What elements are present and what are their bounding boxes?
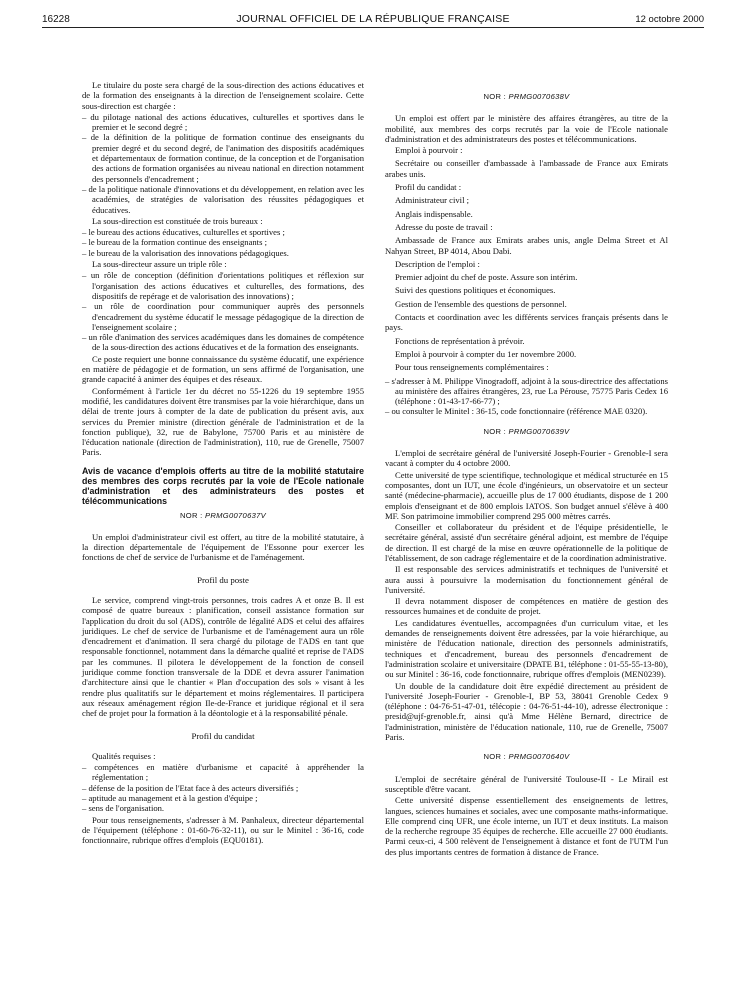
list-item: – sens de l'organisation. [82, 803, 364, 813]
paragraph: Conseiller et collaborateur du président et de l'équipe présidentielle, le secrétaire général, assisté d'un secrétaire général adjoint, est membre de l'équipe de direction. Il est chargé de la mise en œuvre opérationnelle de la politique de l'établissement, de son cadrage réglementaire et de la coordination administrative. [385, 522, 668, 563]
list-item: – un rôle de coordination pour communiquer auprès des personnels d'encadrement du système éducatif le message pédagogique de la direction de l'enseignement scolaire ; [82, 301, 364, 332]
left-column [82, 80, 364, 847]
detail-line: Emploi à pourvoir à compter du 1er novembre 2000. [395, 348, 577, 359]
right-column [385, 92, 668, 858]
page-number: 16228 [42, 14, 70, 25]
paragraph: La sous-direction est constituée de trois bureaux : [92, 215, 263, 226]
paragraph: Un emploi est offert par le ministère des affaires étrangères, au titre de la mobilité, aux membres des corps recrutés par la voie de l'Ecole nationale d'administration et des administrateurs des postes et télécommunications. [385, 113, 668, 144]
section-title: Profil du candidat [191, 730, 255, 741]
paragraph: L'emploi de secrétaire général de l'université Toulouse-II - Le Mirail est susceptible d'être vacant. [385, 773, 668, 794]
detail-line: Adresse du poste de travail : [395, 221, 493, 232]
detail-line: Secrétaire ou conseiller d'ambassade à l'ambassade de France aux Emirats arabes unis. [385, 158, 668, 179]
paragraph: Cette université dispense essentiellement des enseignements de lettres, langues, sciences humaines et sociales, avec une composante maths-informatique. Elle comprend cinq UFR, une école interne, un IUT et deux instituts. La maison de la recherche regroupe 35 équipes de recherche. Elle accueille 27 000 étudiants. Parmi ceux-ci, 4 500 relèvent de l'enseignement à distance et font de l'UTM l'un des plus importants centres de formation à distance de France. [385, 795, 668, 857]
nor-code: PRMG0070640V [508, 752, 570, 762]
paragraph: Les candidatures éventuelles, accompagnées d'un curriculum vitae, et les demandes de renseignements doivent être adressées, par la voie hiérarchique, au ministère de l'éducation nationale, direction des personnels administratifs, techniques et d'encadrement, bureau des personnels d'encadrement de l'administration scolaire et universitaire (DPATE B1, téléphone : 01-55-55-13-80), ou sur Minitel : 36-16, code fonctionnaire, rubrique offres d'emplois (MEN0239). [385, 617, 668, 680]
list-item: – aptitude au management et à la gestion d'équipe ; [82, 793, 364, 803]
nor-reference [82, 511, 364, 521]
paragraph: Un emploi d'administrateur civil est offert, au titre de la mobilité statutaire, à la direction départementale de l'équipement de l'Essonne pour exercer les fonctions de chef de service de l'urbanisme et de l'aménagement. [82, 531, 364, 563]
list [82, 112, 364, 215]
nor-code: PRMG0070638V [508, 92, 570, 101]
list-item: – s'adresser à M. Philippe Vinogradoff, adjoint à la sous-directrice des affectations au ministère des affaires étrangères, 23, rue La Pérouse, 75775 Paris Cedex 16 (téléphone : 01-43-17-66-77) ; [385, 376, 668, 407]
paragraph: Il est responsable des services administratifs et techniques de l'université et aura aussi à poursuivre la modernisation du fonctionnement général de l'université. [385, 564, 668, 595]
detail-line: Pour tous renseignements complémentaires : [395, 362, 549, 373]
list-item: – un rôle de conception (définition d'orientations politiques et réflexion sur l'organisation des actions éducatives et culturelles, des formations, des dispositifs de repérage et de valorisation des innovations) ; [82, 270, 364, 301]
paragraph: La sous-directeur assure un triple rôle : [92, 259, 227, 270]
nor-label: NOR : [483, 752, 509, 762]
detail-line: Anglais indispensable. [395, 208, 473, 219]
journal-title: JOURNAL OFFICIEL DE LA RÉPUBLIQUE FRANÇAISE [236, 13, 510, 25]
paragraph: Qualités requises : [92, 750, 156, 761]
list-item: – compétences en matière d'urbanisme et capacité à appréhender la réglementation ; [82, 762, 364, 783]
paragraph: Le titulaire du poste sera chargé de la sous-direction des actions éducatives et de la formation des enseignants à la direction de l'enseignement scolaire. Cette sous-direction est chargée : [82, 80, 364, 111]
nor-label: NOR : [483, 426, 509, 436]
list-item: – le bureau de la valorisation des innovations pédagogiques. [82, 248, 364, 258]
detail-line: Fonctions de représentation à prévoir. [395, 335, 525, 346]
list-item: – le bureau des actions éducatives, culturelles et sportives ; [82, 227, 364, 237]
paragraph: Il devra notamment disposer de compétences en matière de gestion des ressources humaines et de conduite de projet. [385, 596, 668, 617]
list [82, 227, 364, 258]
nor-reference [385, 752, 668, 762]
detail-line: Ambassade de France aux Emirats arabes unis, angle Delma Street et Al Nahyan Street, BP 4014, Abou Dabi. [385, 235, 668, 256]
list [385, 376, 668, 417]
detail-line: Gestion de l'ensemble des questions de personnel. [395, 298, 567, 309]
list-item: – de la définition de la politique de formation continue des enseignants du premier degré et du second degré, de l'animation des dispositifs académiques et départementaux de formation continue, de la conception et de l'organisation des actions de formation organisées au niveau national en direction notamment des personnels d'encadrement ; [82, 132, 364, 183]
nor-label: NOR : [483, 92, 509, 101]
list-item: – défense de la position de l'Etat face à des acteurs diversifiés ; [82, 783, 364, 793]
list-item: – du pilotage national des actions éducatives, culturelles et sportives dans le premier et le second degré ; [82, 112, 364, 133]
detail-line: Premier adjoint du chef de poste. Assure son intérim. [395, 272, 578, 283]
list [82, 762, 364, 813]
nor-code: PRMG0070639V [508, 426, 570, 436]
job-details [385, 145, 668, 372]
nor-code: PRMG0070637V [205, 510, 267, 520]
paragraph: Cette université de type scientifique, technologique et médical structurée en 15 composantes, dont un IUT, une école d'ingénieurs, un observatoire et un secteur santé (médecine-pharmacie), accueille plus de 17 000 étudiants, dispose de 1 200 emplois d'enseignant et de 800 emplois IATOS. Son budget annuel s'élève à 400 MF. Son patrimoine immobilier comprend 295 000 mètres carrés. [385, 469, 668, 521]
header-rule [42, 27, 704, 28]
list [82, 270, 364, 352]
paragraph: Pour tous renseignements, s'adresser à M. Panhaleux, directeur départemental de l'équipement (téléphone : 01-60-76-32-11), ou sur le Minitel : 36-16, code fonctionnaire, rubrique offres d'emplois (EQU0181). [82, 814, 364, 846]
nor-reference [385, 92, 668, 102]
detail-line: Emploi à pourvoir : [395, 145, 463, 156]
paragraph: Un double de la candidature doit être expédié directement au président de l'université Joseph-Fourier - Grenoble-I, BP 53, 38041 Grenoble Cedex 9 (téléphone : 04-76-51-47-01, télécopie : 04-76-51-44-10), adresse électronique : presid@ujf-grenoble.fr, ainsi qu'à Mme Hélène Bernard, directrice de l'administration, ministère de l'éducation nationale, 110, rue de Grenelle, 75007 Paris. [385, 680, 668, 743]
list-item: – de la politique nationale d'innovations et du développement, en relation avec les académies, de stratégies de valorisation des réussites pédagogiques et éducatives. [82, 184, 364, 215]
nor-reference [385, 427, 668, 437]
paragraph: Ce poste requiert une bonne connaissance du système éducatif, une expérience en matière de pédagogie et de formation, un sens affirmé de l'organisation, une grande capacité à animer des équipes et des réseaux. [82, 353, 364, 385]
list-item: – un rôle d'animation des services académiques dans les domaines de compétence de la sous-direction des actions éducatives et de la formation des enseignants. [82, 332, 364, 353]
issue-date: 12 octobre 2000 [635, 14, 704, 25]
detail-line: Administrateur civil ; [395, 195, 469, 206]
list-item: – le bureau de la formation continue des enseignants ; [82, 237, 364, 247]
detail-line: Description de l'emploi : [395, 258, 480, 269]
paragraph: L'emploi de secrétaire général de l'université Joseph-Fourier - Grenoble-I sera vacant à compter du 4 octobre 2000. [385, 448, 668, 469]
nor-label: NOR : [179, 510, 205, 520]
detail-line: Profil du candidat : [395, 182, 462, 193]
notice-title: Avis de vacance d'emplois offerts au titre de la mobilité statutaire des membres des corps recrutés par la voie de l'Ecole nationale d'administration et des administrateurs des postes et télécommunications [82, 465, 364, 507]
detail-line: Suivi des questions politiques et économiques. [395, 285, 556, 296]
paragraph: Le service, comprend vingt-trois personnes, trois cadres A et onze B. Il est composé de quatre bureaux : planification, conseil assistance formation sur l'application du droit du sol (ADS), contrôle de légalité ADS et celui des affaires juridiques. Le chef de service de l'urbanisme et de l'aménagement aura un rôle d'encadrement et d'animation. Il sera chargé du pilotage de l'ADS en tant que responsable fonctionnel, notamment dans la démarche qualité et reprise de l'ADS par les communes. Il pilotera le développement de la fonction de conseil juridique comme fonction transversale de la DDE et devra assurer l'animation d'architecture ainsi que le chantier « Plan d'occupation des sols » visant à les rendre plus qualitatifs sur le département et moins réglementaires. Il participera aux réseaux aménagement région Ile-de-France et juridique régional et il sera chef de projet pour la formation à la déontologie et à la responsabilité pénale. [82, 594, 364, 719]
paragraph: Conformément à l'article 1er du décret no 55-1226 du 19 septembre 1955 modifié, les candidatures doivent être transmises par la voie hiérarchique, dans un délai de trente jours à compter de la date de publication du présent avis, aux services du Premier ministre (direction générale de l'administration et de la fonction publique), 32, rue de Babylone, 75700 Paris et au ministère de l'éducation nationale (direction de l'administration), 110, rue de Grenelle, 75007 Paris. [82, 385, 364, 458]
section-title: Profil du poste [197, 574, 249, 585]
detail-line: Contacts et coordination avec les différents services français présents dans le pays. [385, 312, 668, 333]
list-item: – ou consulter le Minitel : 36-15, code fonctionnaire (référence MAE 0320). [385, 406, 668, 416]
